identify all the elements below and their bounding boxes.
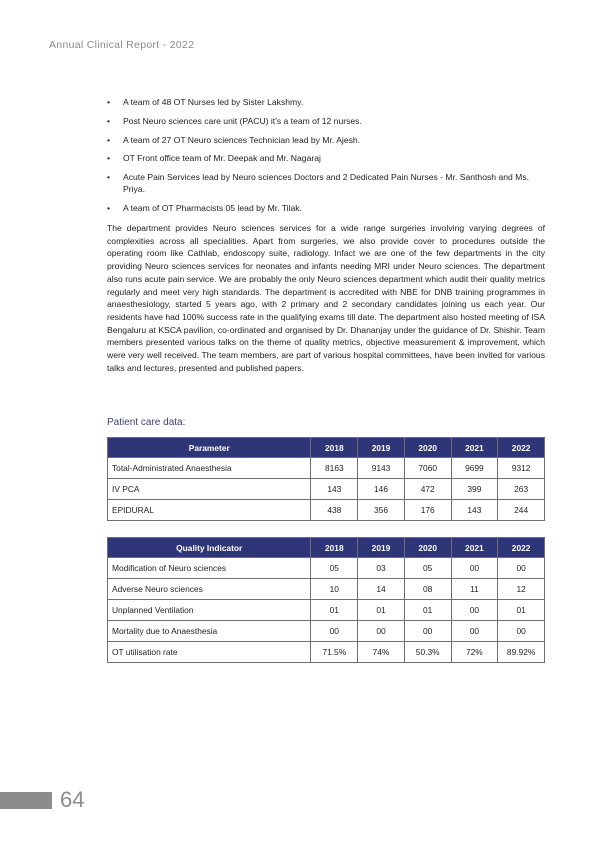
table-row xyxy=(108,642,545,663)
table-cell: 71.5% xyxy=(311,642,358,663)
table-cell: 05 xyxy=(311,558,358,579)
table-cell: 05 xyxy=(404,558,451,579)
table-cell: 89.92% xyxy=(498,642,545,663)
table-cell: 438 xyxy=(311,500,358,521)
table-cell: 143 xyxy=(311,479,358,500)
table-cell: 472 xyxy=(404,479,451,500)
list-item-text: OT Front office team of Mr. Deepak and Mr. Nagaraj xyxy=(123,153,321,164)
table-cell: 00 xyxy=(451,600,498,621)
table-cell: 11 xyxy=(451,579,498,600)
table-row xyxy=(108,558,545,579)
table-cell: 08 xyxy=(404,579,451,600)
table-cell: 72% xyxy=(451,642,498,663)
table-cell: 00 xyxy=(311,621,358,642)
list-item-text: A team of OT Pharmacists 05 lead by Mr. Tilak. xyxy=(123,202,302,213)
table-cell: 00 xyxy=(451,558,498,579)
list-item xyxy=(107,202,547,214)
list-item xyxy=(107,115,547,127)
table-row xyxy=(108,479,545,500)
table-cell: 263 xyxy=(498,479,545,500)
table-cell: 146 xyxy=(358,479,405,500)
row-label: IV PCA xyxy=(108,479,311,500)
list-item xyxy=(107,152,547,164)
column-header: 2020 xyxy=(404,538,451,558)
row-label: Adverse Neuro sciences xyxy=(108,579,311,600)
section-title: Patient care data: xyxy=(107,417,186,428)
table-cell: 143 xyxy=(451,500,498,521)
table-cell: 00 xyxy=(451,621,498,642)
table-cell: 03 xyxy=(358,558,405,579)
table-cell: 7060 xyxy=(404,458,451,479)
row-label: Total-Administrated Anaesthesia xyxy=(108,458,311,479)
bullet-icon: • xyxy=(107,172,111,183)
list-item-text: Acute Pain Services lead by Neuro sciences Doctors and 2 Dedicated Pain Nurses - Mr. Santhosh and Ms. Priya. xyxy=(123,172,530,195)
table-row xyxy=(108,500,545,521)
row-label: Modification of Neuro sciences xyxy=(108,558,311,579)
table-cell: 356 xyxy=(358,500,405,521)
table-cell: 00 xyxy=(498,621,545,642)
list-item xyxy=(107,171,547,195)
table-cell: 10 xyxy=(311,579,358,600)
table-cell: 50.3% xyxy=(404,642,451,663)
bullet-icon: • xyxy=(107,97,111,107)
list-item-text: Post Neuro sciences care unit (PACU) it's a team of 12 nurses. xyxy=(123,115,362,126)
table-cell: 244 xyxy=(498,500,545,521)
table-cell: 01 xyxy=(358,600,405,621)
bullet-icon: • xyxy=(107,134,111,145)
table-cell: 9143 xyxy=(358,458,405,479)
column-header: Quality Indicator xyxy=(108,538,311,558)
list-item-text: A team of 48 OT Nurses led by Sister Lakshmy. xyxy=(123,97,304,107)
page-number: 64 xyxy=(60,787,85,812)
table-cell: 01 xyxy=(404,600,451,621)
footer-bar xyxy=(0,792,52,809)
column-header: 2020 xyxy=(404,438,451,458)
column-header: 2019 xyxy=(358,438,405,458)
column-header: 2019 xyxy=(358,538,405,558)
table-cell: 176 xyxy=(404,500,451,521)
table-cell: 01 xyxy=(311,600,358,621)
report-header: Annual Clinical Report - 2022 xyxy=(49,39,195,51)
table-row xyxy=(108,458,545,479)
table-row xyxy=(108,621,545,642)
list-item xyxy=(107,134,547,146)
table-cell: 9699 xyxy=(451,458,498,479)
bullet-icon: • xyxy=(107,115,111,126)
department-description: The department provides Neuro sciences services for a wide range surgeries involving varying degrees of complexities across all specialities. Apart from surgeries, we also provide cover to procedures outside the operating room like Cathlab, endoscopy suite, radiology. Infact we are one of the few departments in the city providing Neuro sciences services for neonates and infants needing MRI under Neuro sciences. The department also runs acute pain service. We are probably the only Neuro sciences department which audit their quality metrics regularly and meet very high standards. The department is accredited with NBE for DNB training programmes in anaesthesiology, started 5 years ago, with 2 primary and 2 secondary candidates joining us each year. Our residents have had 100% success rate in the qualifying exams till date. The department also hosted meeting of ISA Bengaluru at KSCA pavilion, co-ordinated and organised by Dr. Dhananjay under the guidance of Dr. Shishir. Team members presented various talks on the theme of quality metrics, objective measurement & improvement, which were very well received. The team members, are part of various hospital committees, have been invited for various talks and lectures, presented and published papers. xyxy=(107,223,545,373)
column-header: 2021 xyxy=(451,538,498,558)
table-cell: 399 xyxy=(451,479,498,500)
table-header-row xyxy=(108,538,545,558)
table-cell: 00 xyxy=(404,621,451,642)
row-label: EPIDURAL xyxy=(108,500,311,521)
table-cell: 00 xyxy=(358,621,405,642)
table-cell: 12 xyxy=(498,579,545,600)
row-label: OT utilisation rate xyxy=(108,642,311,663)
table-row xyxy=(108,600,545,621)
column-header: 2022 xyxy=(498,538,545,558)
column-header: 2022 xyxy=(498,438,545,458)
table-cell: 9312 xyxy=(498,458,545,479)
table-cell: 14 xyxy=(358,579,405,600)
column-header: 2018 xyxy=(311,538,358,558)
list-item xyxy=(107,96,547,108)
team-list xyxy=(107,96,547,221)
patient-care-table xyxy=(107,437,545,521)
table-cell: 8163 xyxy=(311,458,358,479)
bullet-icon: • xyxy=(107,202,111,213)
column-header: Parameter xyxy=(108,438,311,458)
table-cell: 74% xyxy=(358,642,405,663)
table-row xyxy=(108,579,545,600)
quality-indicator-table xyxy=(107,537,545,663)
list-item-text: A team of 27 OT Neuro sciences Technician lead by Mr. Ajesh. xyxy=(123,134,361,145)
bullet-icon: • xyxy=(107,153,111,164)
column-header: 2021 xyxy=(451,438,498,458)
row-label: Mortality due to Anaesthesia xyxy=(108,621,311,642)
table-cell: 01 xyxy=(498,600,545,621)
table-header-row xyxy=(108,438,545,458)
table-cell: 00 xyxy=(498,558,545,579)
row-label: Unplanned Ventilation xyxy=(108,600,311,621)
column-header: 2018 xyxy=(311,438,358,458)
